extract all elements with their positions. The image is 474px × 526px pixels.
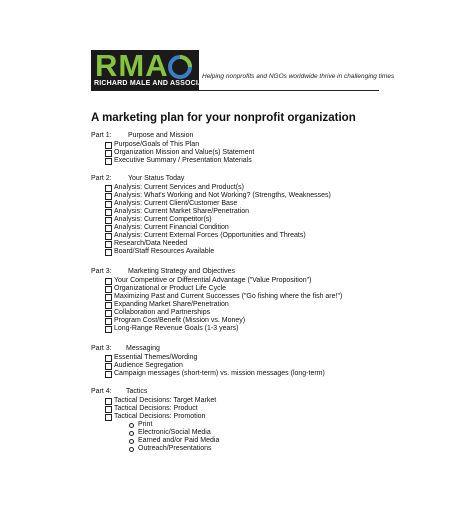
logo-letters: RMA bbox=[95, 48, 169, 83]
part-label: Part 2: bbox=[91, 175, 112, 182]
list-item bbox=[91, 362, 391, 370]
logo-subtitle: RICHARD MALE AND ASSOCIATES bbox=[94, 80, 217, 87]
list-item bbox=[91, 277, 391, 285]
item-text: Essential Themes/Wording bbox=[114, 354, 198, 361]
checkbox-icon bbox=[105, 158, 112, 165]
sub-item-text: Print bbox=[138, 421, 153, 428]
item-text: Organization Mission and Value(s) Statement bbox=[114, 149, 255, 156]
circle-bullet-icon bbox=[129, 423, 134, 428]
list-item bbox=[91, 200, 391, 208]
part-label: Part 3: bbox=[91, 268, 112, 275]
swirl-icon bbox=[167, 54, 193, 80]
checkbox-icon bbox=[105, 225, 112, 232]
item-text: Expanding Market Share/Penetration bbox=[114, 301, 229, 308]
sub-list-item bbox=[91, 445, 391, 453]
circle-bullet-icon bbox=[129, 431, 134, 436]
list-item bbox=[91, 397, 391, 405]
list-item bbox=[91, 157, 391, 165]
part-heading: Marketing Strategy and Objectives bbox=[128, 268, 235, 275]
checkbox-icon bbox=[105, 286, 112, 293]
checkbox-icon bbox=[105, 318, 112, 325]
list-item bbox=[91, 149, 391, 157]
checkbox-icon bbox=[105, 278, 112, 285]
sub-list-item bbox=[91, 421, 391, 429]
part-heading: Your Status Today bbox=[128, 175, 185, 182]
list-item bbox=[91, 354, 391, 362]
header-divider bbox=[91, 90, 379, 91]
circle-bullet-icon bbox=[129, 439, 134, 444]
circle-bullet-icon bbox=[129, 447, 134, 452]
list-item bbox=[91, 224, 391, 232]
section-part-3-strategy bbox=[91, 267, 391, 333]
item-text: Analysis: Current Financial Condition bbox=[114, 224, 229, 231]
item-text: Maximizing Past and Current Successes ("Go fishing where the fish are!") bbox=[114, 293, 343, 300]
item-text: Program Cost/Benefit (Mission vs. Money) bbox=[114, 317, 246, 324]
sub-item-text: Outreach/Presentations bbox=[138, 445, 212, 452]
list-item bbox=[91, 309, 391, 317]
list-item bbox=[91, 141, 391, 149]
part-heading: Purpose and Mission bbox=[128, 132, 194, 139]
checkbox-icon bbox=[105, 326, 112, 333]
checkbox-icon bbox=[105, 363, 112, 370]
item-text: Board/Staff Resources Available bbox=[114, 248, 215, 255]
item-text: Research/Data Needed bbox=[114, 240, 188, 247]
item-text: Analysis: Current Competitor(s) bbox=[114, 216, 212, 223]
list-item bbox=[91, 317, 391, 325]
sub-list-item bbox=[91, 429, 391, 437]
checkbox-icon bbox=[105, 241, 112, 248]
list-item bbox=[91, 405, 391, 413]
item-text: Analysis: Current Market Share/Penetration bbox=[114, 208, 250, 215]
section-part-3-messaging bbox=[91, 344, 391, 378]
checkbox-icon bbox=[105, 398, 112, 405]
page-title: A marketing plan for your nonprofit organization bbox=[91, 112, 356, 124]
list-item bbox=[91, 248, 391, 256]
list-item bbox=[91, 301, 391, 309]
list-item bbox=[91, 208, 391, 216]
item-text: Tactical Decisions: Promotion bbox=[114, 413, 206, 420]
item-text: Analysis: What's Working and Not Working? (Strengths, Weaknesses) bbox=[114, 192, 331, 199]
list-item bbox=[91, 285, 391, 293]
checkbox-icon bbox=[105, 209, 112, 216]
checkbox-icon bbox=[105, 150, 112, 157]
checkbox-icon bbox=[105, 201, 112, 208]
part-label: Part 3: bbox=[91, 345, 112, 352]
list-item bbox=[91, 325, 391, 333]
section-part-2 bbox=[91, 174, 391, 256]
part-heading: Messaging bbox=[126, 345, 160, 352]
list-item bbox=[91, 293, 391, 301]
list-item bbox=[91, 240, 391, 248]
checkbox-icon bbox=[105, 249, 112, 256]
list-item bbox=[91, 184, 391, 192]
item-text: Executive Summary / Presentation Materials bbox=[114, 157, 252, 164]
item-text: Tactical Decisions: Target Market bbox=[114, 397, 217, 404]
item-text: Analysis: Current External Forces (Opportunities and Threats) bbox=[114, 232, 306, 239]
part-heading: Tactics bbox=[126, 388, 148, 395]
section-part-1 bbox=[91, 131, 391, 165]
item-text: Analysis: Current Services and Product(s) bbox=[114, 184, 244, 191]
item-text: Long-Range Revenue Goals (1-3 years) bbox=[114, 325, 239, 332]
sub-item-text: Electronic/Social Media bbox=[138, 429, 211, 436]
item-text: Purpose/Goals of This Plan bbox=[114, 141, 200, 148]
checkbox-icon bbox=[105, 142, 112, 149]
item-text: Audience Segregation bbox=[114, 362, 183, 369]
checkbox-icon bbox=[105, 185, 112, 192]
list-item bbox=[91, 192, 391, 200]
list-item bbox=[91, 232, 391, 240]
list-item bbox=[91, 413, 391, 421]
checkbox-icon bbox=[105, 310, 112, 317]
part-label: Part 4: bbox=[91, 388, 112, 395]
sub-list-item bbox=[91, 437, 391, 445]
item-text: Organizational or Product Life Cycle bbox=[114, 285, 227, 292]
checkbox-icon bbox=[105, 355, 112, 362]
checkbox-icon bbox=[105, 193, 112, 200]
checkbox-icon bbox=[105, 233, 112, 240]
checkbox-icon bbox=[105, 414, 112, 421]
item-text: Campaign messages (short-term) vs. mission messages (long-term) bbox=[114, 370, 325, 377]
checkbox-icon bbox=[105, 302, 112, 309]
item-text: Your Competitive or Differential Advantage ("Value Proposition") bbox=[114, 277, 312, 284]
sub-item-text: Earned and/or Paid Media bbox=[138, 437, 220, 444]
item-text: Tactical Decisions: Product bbox=[114, 405, 198, 412]
item-text: Analysis: Current Client/Customer Base bbox=[114, 200, 238, 207]
checkbox-icon bbox=[105, 371, 112, 378]
section-part-4 bbox=[91, 387, 391, 453]
list-item bbox=[91, 370, 391, 378]
part-label: Part 1: bbox=[91, 132, 112, 139]
tagline: Helping nonprofits and NGOs worldwide thrive in challenging times bbox=[202, 73, 395, 80]
list-item bbox=[91, 216, 391, 224]
checkbox-icon bbox=[105, 217, 112, 224]
rma-logo bbox=[91, 48, 217, 90]
item-text: Collaboration and Partnerships bbox=[114, 309, 211, 316]
checkbox-icon bbox=[105, 406, 112, 413]
checkbox-icon bbox=[105, 294, 112, 301]
